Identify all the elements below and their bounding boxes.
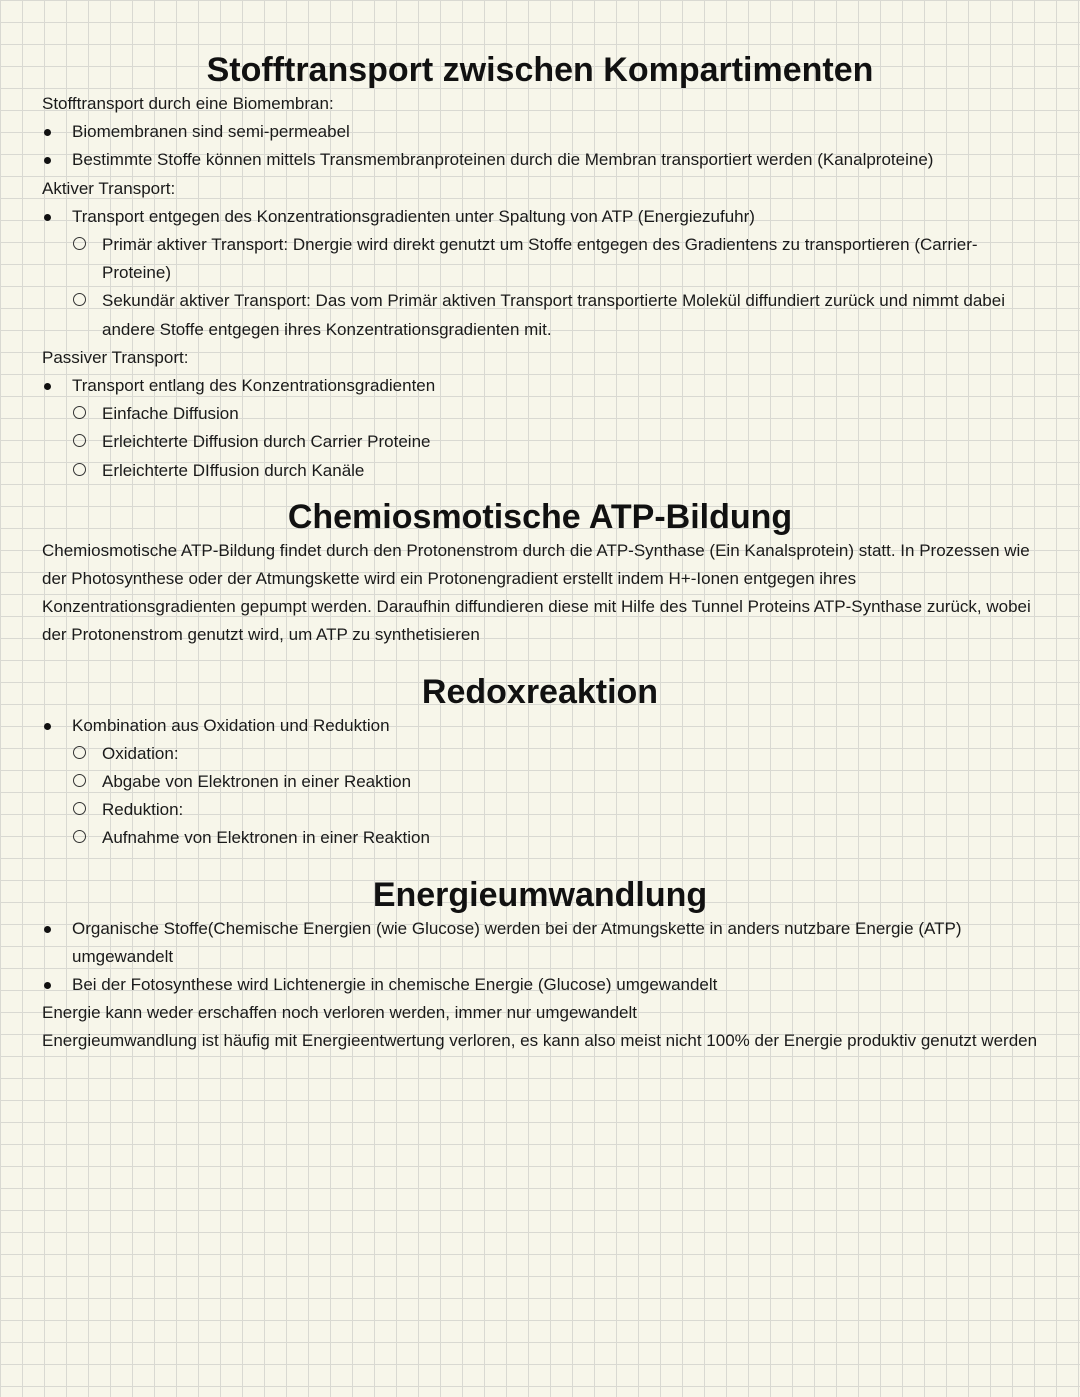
section-title-energie: Energieumwandlung [372, 875, 708, 914]
energie-statement: Energie kann weder erschaffen noch verloren werden, immer nur umgewandelt [42, 1003, 638, 1023]
sub-bullet-item: Abgabe von Elektronen in einer Reaktion [42, 768, 1038, 796]
passive-transport-heading: Passiver Transport: [42, 347, 189, 367]
bullet-item: Organische Stoffe(Chemische Energien (wie Glucose) werden bei der Atmungskette in anders nutzbare Energie (ATP) umgewandelt [42, 915, 1038, 971]
section-title-redox: Redoxreaktion [421, 672, 659, 711]
bullet-item: Kombination aus Oxidation und Reduktion [42, 712, 1038, 740]
section-title-chemiosmose: Chemiosmotische ATP-Bildung [287, 497, 793, 536]
sub-bullet-item: Reduktion: [42, 796, 1038, 824]
bullet-item: Biomembranen sind semi-permeabel [42, 118, 1038, 146]
active-transport-heading: Aktiver Transport: [42, 178, 176, 198]
sub-bullet-item: Sekundär aktiver Transport: Das vom Primär aktiven Transport transportierte Molekül diffundiert zurück und nimmt dabei andere Stoffe entgegen ihres Konzentrationsgradienten mit. [42, 287, 1038, 343]
bullet-item: Transport entgegen des Konzentrationsgradienten unter Spaltung von ATP (Energiezufuhr) [42, 203, 1038, 231]
chemiosmose-paragraph: Chemiosmotische ATP-Bildung findet durch den Protonenstrom durch die ATP-Synthase (Ein Kanalsprotein) statt. In Prozessen wie der Photosynthese oder der Atmungskette wird ein Protonengradient erstellt indem H+-Ionen entgegen ihres Konzentrationsgradienten gepumpt werden. Daraufhin diffundieren diese mit Hilfe des Tunnel Proteins ATP-Synthase zurück, wobei der Protonenstrom genutzt wird, um ATP zu synthetisieren [42, 540, 1031, 645]
section-title-transport: Stofftransport zwischen Kompartimenten [206, 51, 874, 89]
sub-bullet-item: Oxidation: [42, 740, 1038, 768]
energie-statement: Energieumwandlung ist häufig mit Energieentwertung verloren, es kann also meist nicht 100% der Energie produktiv genutzt werden [42, 1031, 1038, 1051]
sub-bullet-item: Erleichterte Diffusion durch Carrier Proteine [42, 428, 1038, 456]
sub-bullet-item: Primär aktiver Transport: Dnergie wird direkt genutzt um Stoffe entgegen des Gradientens zu transportieren (Carrier-Proteine) [42, 231, 1038, 287]
sub-bullet-item: Aufnahme von Elektronen in einer Reaktion [42, 824, 1038, 852]
bullet-item: Transport entlang des Konzentrationsgradienten [42, 372, 1038, 400]
bullet-item: Bestimmte Stoffe können mittels Transmembranproteinen durch die Membran transportiert werden (Kanalproteine) [42, 146, 1038, 174]
transport-intro: Stofftransport durch eine Biomembran: [42, 94, 334, 113]
sub-bullet-item: Einfache Diffusion [42, 400, 1038, 428]
bullet-item: Bei der Fotosynthese wird Lichtenergie in chemische Energie (Glucose) umgewandelt [42, 971, 1038, 999]
sub-bullet-item: Erleichterte DIffusion durch Kanäle [42, 457, 1038, 485]
